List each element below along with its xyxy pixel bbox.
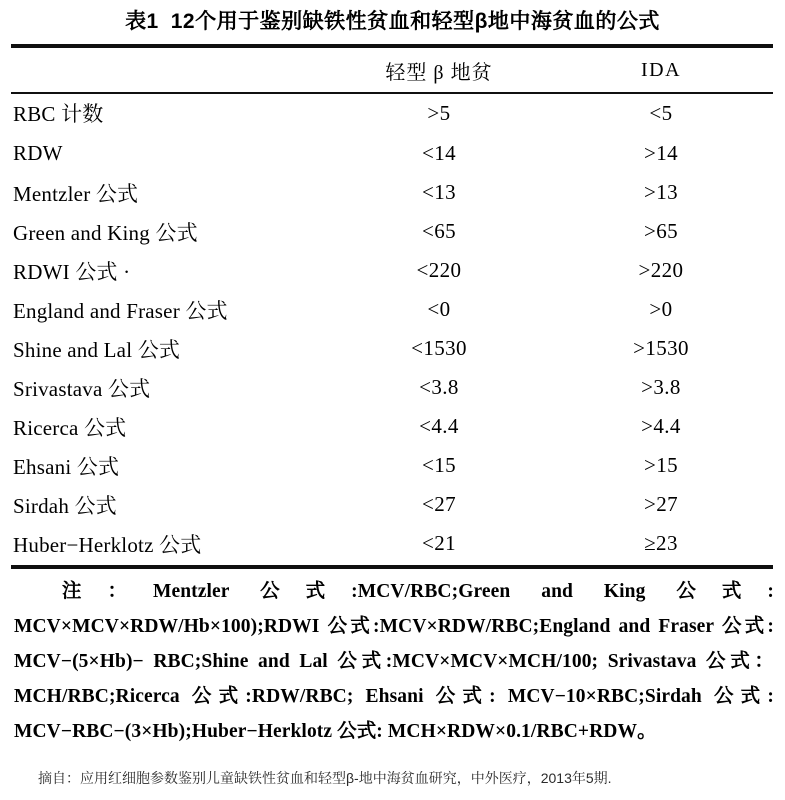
row-label: England and Fraser 公式 [13, 298, 228, 323]
cell-thalassemia: <65 [421, 219, 457, 243]
cell-ida: >220 [638, 258, 684, 282]
row-label: Ehsani 公式 [13, 454, 120, 479]
cell-thalassemia: <14 [421, 141, 457, 165]
table-footnote [14, 574, 774, 749]
table-header-row [11, 48, 773, 92]
row-label: Shine and Lal 公式 [13, 337, 181, 362]
footnote-text: 注：Mentzler 公式:MCV/RBC;Green and King 公式: MCV×MCV×RDW/Hb×100);RDWI 公式:MCV×RDW/RBC;England and Fraser 公式: MCV−(5×Hb)− RBC;Shine and Lal 公式:MCV×MCV×MCH/100; Srivastava 公式：MCH/RBC;Ricerca 公式:RDW/RBC; Ehsani 公式: MCV−10×RBC;Sirdah 公式: MCV−RBC−(3×Hb);Huber−Herklotz 公式: MCH×RDW×0.1/RBC+RDW。 [14, 581, 774, 742]
row-label: RDW [13, 141, 63, 165]
table-row [11, 290, 773, 329]
cell-ida: >3.8 [641, 375, 681, 399]
cell-thalassemia: <13 [421, 180, 457, 204]
table-row [11, 485, 773, 524]
table-row [11, 173, 773, 212]
table-row [11, 368, 773, 407]
row-label: Ricerca 公式 [13, 415, 127, 440]
table-row [11, 524, 773, 563]
table-row [11, 251, 773, 290]
row-label: Srivastava 公式 [13, 376, 151, 401]
column-header-thalassemia: 轻型 β 地贫 [385, 61, 493, 84]
cell-ida: >13 [643, 180, 679, 204]
page-title [0, 7, 785, 37]
table-row [11, 212, 773, 251]
row-label: Huber−Herklotz 公式 [13, 532, 202, 557]
cell-ida: >27 [643, 492, 679, 516]
column-header-ida: IDA [640, 58, 682, 81]
cell-ida: <5 [649, 100, 673, 125]
cell-thalassemia: <0 [427, 297, 451, 321]
cell-thalassemia: <27 [421, 492, 457, 516]
table-title-text: 12个用于鉴别缺铁性贫血和轻型β地中海贫血的公式 [170, 10, 660, 33]
cell-thalassemia: >5 [427, 100, 451, 125]
cell-thalassemia: <220 [416, 258, 462, 282]
column-header-name [11, 48, 329, 92]
formulas-table [11, 48, 773, 563]
row-label: RDWI 公式 · [13, 259, 131, 284]
table-row [11, 446, 773, 485]
cell-ida: ≥23 [644, 531, 678, 555]
table-row [11, 92, 773, 134]
row-label: RBC 计数 [13, 102, 104, 126]
row-label: Green and King 公式 [13, 220, 198, 245]
cell-ida: >4.4 [641, 414, 681, 438]
cell-thalassemia: <3.8 [419, 375, 459, 399]
cell-thalassemia: <21 [421, 531, 457, 555]
cell-ida: >1530 [633, 336, 689, 360]
cell-ida: >0 [649, 297, 673, 321]
table-number: 表1 [125, 10, 159, 33]
table-head [11, 48, 773, 92]
cell-ida: >14 [643, 141, 679, 165]
row-label: Mentzler 公式 [13, 181, 139, 206]
source-citation: 摘自：应用红细胞参数鉴别儿童缺铁性贫血和轻型β-地中海贫血研究，中外医疗，2013年5期. [38, 770, 612, 786]
table-body [11, 92, 773, 563]
cell-ida: >65 [643, 219, 679, 243]
cell-thalassemia: <4.4 [419, 414, 459, 438]
table-bottom-rule [11, 565, 773, 569]
cell-ida: >15 [643, 453, 679, 477]
table-row [11, 407, 773, 446]
cell-thalassemia: <15 [421, 453, 457, 477]
cell-thalassemia: <1530 [411, 336, 467, 360]
table-row [11, 134, 773, 173]
row-label: Sirdah 公式 [13, 493, 117, 518]
table-row [11, 329, 773, 368]
